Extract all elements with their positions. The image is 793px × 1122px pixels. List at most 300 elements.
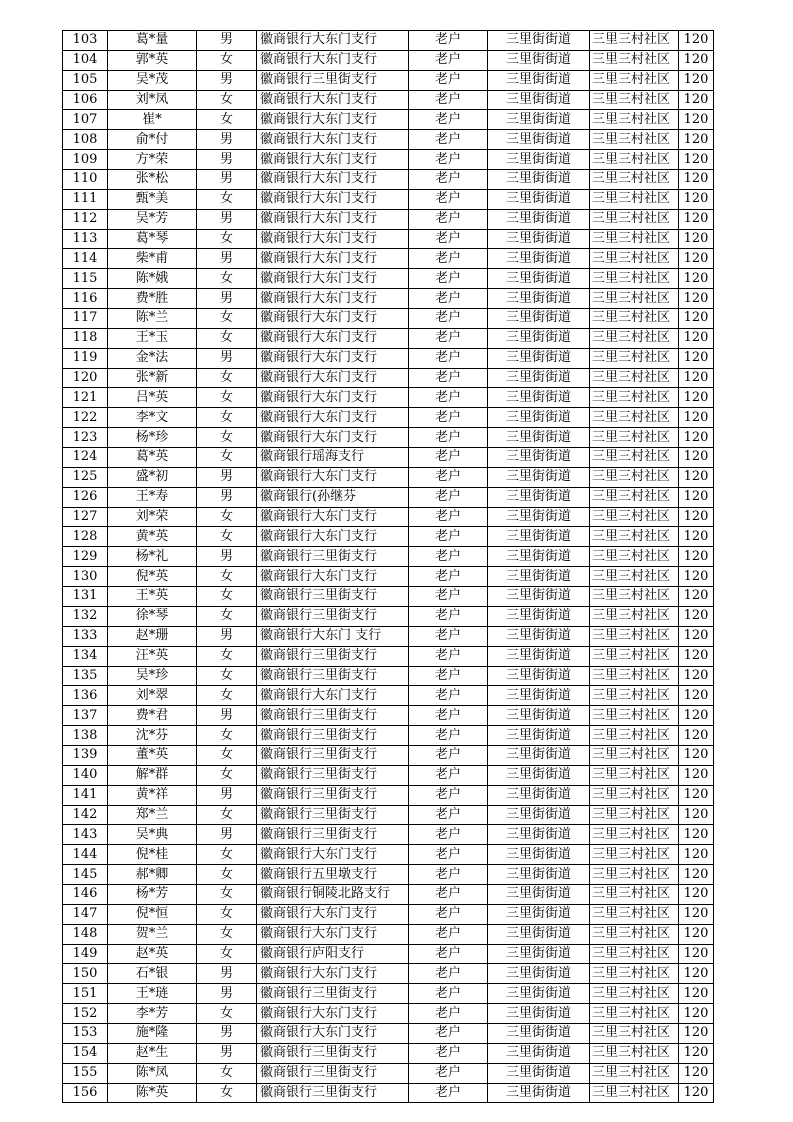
community-cell: 三里三村社区 — [590, 487, 679, 507]
gender-cell: 男 — [197, 547, 257, 567]
gender-cell: 女 — [197, 666, 257, 686]
amount-cell: 120 — [679, 209, 714, 229]
street-cell: 三里街街道 — [488, 666, 590, 686]
household-type-cell: 老户 — [409, 686, 488, 706]
street-cell: 三里街街道 — [488, 845, 590, 865]
household-type-cell: 老户 — [409, 706, 488, 726]
person-name-cell: 陈*英 — [108, 1083, 197, 1103]
amount-cell: 120 — [679, 50, 714, 70]
street-cell: 三里街街道 — [488, 90, 590, 110]
gender-cell: 女 — [197, 328, 257, 348]
street-cell: 三里街街道 — [488, 745, 590, 765]
table-row — [63, 964, 714, 984]
person-name-cell: 倪*恒 — [108, 904, 197, 924]
household-type-cell: 老户 — [409, 289, 488, 309]
household-type-cell: 老户 — [409, 50, 488, 70]
gender-cell: 女 — [197, 309, 257, 329]
person-name-cell: 葛*英 — [108, 448, 197, 468]
street-cell: 三里街街道 — [488, 706, 590, 726]
street-cell: 三里街街道 — [488, 110, 590, 130]
row-number-cell: 155 — [63, 1063, 108, 1083]
community-cell: 三里三村社区 — [590, 269, 679, 289]
street-cell: 三里街街道 — [488, 328, 590, 348]
amount-cell: 120 — [679, 487, 714, 507]
household-type-cell: 老户 — [409, 249, 488, 269]
row-number-cell: 123 — [63, 428, 108, 448]
street-cell: 三里街街道 — [488, 31, 590, 51]
person-name-cell: 黄*祥 — [108, 785, 197, 805]
community-cell: 三里三村社区 — [590, 348, 679, 368]
household-type-cell: 老户 — [409, 964, 488, 984]
bank-branch-cell: 徽商银行庐阳支行 — [257, 944, 409, 964]
bank-branch-cell: 徽商银行三里街支行 — [257, 984, 409, 1004]
community-cell: 三里三村社区 — [590, 865, 679, 885]
bank-branch-cell: 徽商银行大东门支行 — [257, 170, 409, 190]
gender-cell: 女 — [197, 745, 257, 765]
household-type-cell: 老户 — [409, 110, 488, 130]
household-type-cell: 老户 — [409, 626, 488, 646]
household-type-cell: 老户 — [409, 90, 488, 110]
community-cell: 三里三村社区 — [590, 527, 679, 547]
row-number-cell: 146 — [63, 884, 108, 904]
person-name-cell: 陈*娥 — [108, 269, 197, 289]
person-name-cell: 黄*英 — [108, 527, 197, 547]
household-type-cell: 老户 — [409, 805, 488, 825]
amount-cell: 120 — [679, 686, 714, 706]
row-number-cell: 132 — [63, 606, 108, 626]
table-row — [63, 1043, 714, 1063]
household-type-cell: 老户 — [409, 388, 488, 408]
community-cell: 三里三村社区 — [590, 1063, 679, 1083]
bank-branch-cell: 徽商银行三里街支行 — [257, 726, 409, 746]
person-name-cell: 费*胜 — [108, 289, 197, 309]
community-cell: 三里三村社区 — [590, 309, 679, 329]
community-cell: 三里三村社区 — [590, 249, 679, 269]
street-cell: 三里街街道 — [488, 825, 590, 845]
person-name-cell: 刘*凤 — [108, 90, 197, 110]
person-name-cell: 郭*英 — [108, 50, 197, 70]
household-type-cell: 老户 — [409, 845, 488, 865]
table-row — [63, 606, 714, 626]
row-number-cell: 141 — [63, 785, 108, 805]
community-cell: 三里三村社区 — [590, 805, 679, 825]
street-cell: 三里街街道 — [488, 368, 590, 388]
row-number-cell: 151 — [63, 984, 108, 1004]
street-cell: 三里街街道 — [488, 467, 590, 487]
household-type-cell: 老户 — [409, 1043, 488, 1063]
street-cell: 三里街街道 — [488, 805, 590, 825]
amount-cell: 120 — [679, 289, 714, 309]
table-row — [63, 666, 714, 686]
street-cell: 三里街街道 — [488, 765, 590, 785]
amount-cell: 120 — [679, 726, 714, 746]
amount-cell: 120 — [679, 249, 714, 269]
community-cell: 三里三村社区 — [590, 686, 679, 706]
person-name-cell: 吕*英 — [108, 388, 197, 408]
street-cell: 三里街街道 — [488, 984, 590, 1004]
street-cell: 三里街街道 — [488, 487, 590, 507]
row-number-cell: 156 — [63, 1083, 108, 1103]
row-number-cell: 129 — [63, 547, 108, 567]
bank-branch-cell: 徽商银行三里街支行 — [257, 765, 409, 785]
amount-cell: 120 — [679, 626, 714, 646]
household-type-cell: 老户 — [409, 587, 488, 607]
household-type-cell: 老户 — [409, 527, 488, 547]
community-cell: 三里三村社区 — [590, 845, 679, 865]
bank-branch-cell: 徽商银行铜陵北路支行 — [257, 884, 409, 904]
household-type-cell: 老户 — [409, 726, 488, 746]
person-name-cell: 贺*兰 — [108, 924, 197, 944]
table-row — [63, 70, 714, 90]
bank-branch-cell: 徽商银行大东门支行 — [257, 467, 409, 487]
household-type-cell: 老户 — [409, 507, 488, 527]
gender-cell: 男 — [197, 289, 257, 309]
community-cell: 三里三村社区 — [590, 904, 679, 924]
row-number-cell: 154 — [63, 1043, 108, 1063]
bank-branch-cell: 徽商银行大东门支行 — [257, 269, 409, 289]
gender-cell: 女 — [197, 50, 257, 70]
person-name-cell: 甄*美 — [108, 189, 197, 209]
person-name-cell: 俞*付 — [108, 130, 197, 150]
gender-cell: 男 — [197, 785, 257, 805]
amount-cell: 120 — [679, 845, 714, 865]
community-cell: 三里三村社区 — [590, 189, 679, 209]
street-cell: 三里街街道 — [488, 50, 590, 70]
person-name-cell: 刘*荣 — [108, 507, 197, 527]
household-type-cell: 老户 — [409, 487, 488, 507]
table-row — [63, 50, 714, 70]
amount-cell: 120 — [679, 348, 714, 368]
row-number-cell: 148 — [63, 924, 108, 944]
community-cell: 三里三村社区 — [590, 467, 679, 487]
household-type-cell: 老户 — [409, 1023, 488, 1043]
row-number-cell: 145 — [63, 865, 108, 885]
amount-cell: 120 — [679, 269, 714, 289]
table-row — [63, 686, 714, 706]
street-cell: 三里街街道 — [488, 924, 590, 944]
row-number-cell: 150 — [63, 964, 108, 984]
table-row — [63, 726, 714, 746]
table-row — [63, 805, 714, 825]
person-name-cell: 吴*典 — [108, 825, 197, 845]
street-cell: 三里街街道 — [488, 587, 590, 607]
row-number-cell: 143 — [63, 825, 108, 845]
bank-branch-cell: 徽商银行大东门支行 — [257, 428, 409, 448]
bank-branch-cell: 徽商银行三里街支行 — [257, 666, 409, 686]
row-number-cell: 133 — [63, 626, 108, 646]
community-cell: 三里三村社区 — [590, 50, 679, 70]
row-number-cell: 118 — [63, 328, 108, 348]
subsidy-table — [62, 30, 714, 1103]
amount-cell: 120 — [679, 567, 714, 587]
row-number-cell: 104 — [63, 50, 108, 70]
table-row — [63, 1063, 714, 1083]
street-cell: 三里街街道 — [488, 70, 590, 90]
bank-branch-cell: 徽商银行大东门支行 — [257, 50, 409, 70]
person-name-cell: 施*隆 — [108, 1023, 197, 1043]
bank-branch-cell: 徽商银行大东门支行 — [257, 904, 409, 924]
bank-branch-cell: 徽商银行大东门支行 — [257, 209, 409, 229]
household-type-cell: 老户 — [409, 825, 488, 845]
community-cell: 三里三村社区 — [590, 408, 679, 428]
person-name-cell: 郑*兰 — [108, 805, 197, 825]
community-cell: 三里三村社区 — [590, 209, 679, 229]
person-name-cell: 倪*桂 — [108, 845, 197, 865]
street-cell: 三里街街道 — [488, 964, 590, 984]
person-name-cell: 张*松 — [108, 170, 197, 190]
person-name-cell: 陈*凤 — [108, 1063, 197, 1083]
table-row — [63, 527, 714, 547]
community-cell: 三里三村社区 — [590, 70, 679, 90]
gender-cell: 男 — [197, 1043, 257, 1063]
amount-cell: 120 — [679, 467, 714, 487]
gender-cell: 男 — [197, 964, 257, 984]
amount-cell: 120 — [679, 1083, 714, 1103]
bank-branch-cell: 徽商银行大东门支行 — [257, 1023, 409, 1043]
community-cell: 三里三村社区 — [590, 1004, 679, 1024]
community-cell: 三里三村社区 — [590, 646, 679, 666]
bank-branch-cell: 徽商银行大东门支行 — [257, 567, 409, 587]
bank-branch-cell: 徽商银行大东门支行 — [257, 289, 409, 309]
community-cell: 三里三村社区 — [590, 1023, 679, 1043]
row-number-cell: 112 — [63, 209, 108, 229]
amount-cell: 120 — [679, 1063, 714, 1083]
gender-cell: 男 — [197, 150, 257, 170]
community-cell: 三里三村社区 — [590, 984, 679, 1004]
community-cell: 三里三村社区 — [590, 428, 679, 448]
gender-cell: 女 — [197, 567, 257, 587]
table-row — [63, 249, 714, 269]
household-type-cell: 老户 — [409, 229, 488, 249]
table-row — [63, 706, 714, 726]
street-cell: 三里街街道 — [488, 904, 590, 924]
gender-cell: 女 — [197, 587, 257, 607]
amount-cell: 120 — [679, 924, 714, 944]
table-row — [63, 904, 714, 924]
gender-cell: 女 — [197, 408, 257, 428]
household-type-cell: 老户 — [409, 785, 488, 805]
row-number-cell: 124 — [63, 448, 108, 468]
table-row — [63, 368, 714, 388]
row-number-cell: 113 — [63, 229, 108, 249]
person-name-cell: 解*群 — [108, 765, 197, 785]
amount-cell: 120 — [679, 110, 714, 130]
community-cell: 三里三村社区 — [590, 547, 679, 567]
amount-cell: 120 — [679, 646, 714, 666]
table-row — [63, 1023, 714, 1043]
gender-cell: 女 — [197, 884, 257, 904]
street-cell: 三里街街道 — [488, 428, 590, 448]
community-cell: 三里三村社区 — [590, 924, 679, 944]
row-number-cell: 126 — [63, 487, 108, 507]
bank-branch-cell: 徽商银行大东门 支行 — [257, 626, 409, 646]
bank-branch-cell: 徽商银行大东门支行 — [257, 110, 409, 130]
table-row — [63, 448, 714, 468]
row-number-cell: 130 — [63, 567, 108, 587]
bank-branch-cell: 徽商银行三里街支行 — [257, 706, 409, 726]
amount-cell: 120 — [679, 527, 714, 547]
household-type-cell: 老户 — [409, 1004, 488, 1024]
street-cell: 三里街街道 — [488, 547, 590, 567]
household-type-cell: 老户 — [409, 1083, 488, 1103]
table-row — [63, 309, 714, 329]
person-name-cell: 费*君 — [108, 706, 197, 726]
amount-cell: 120 — [679, 984, 714, 1004]
street-cell: 三里街街道 — [488, 1063, 590, 1083]
person-name-cell: 崔* — [108, 110, 197, 130]
gender-cell: 女 — [197, 507, 257, 527]
household-type-cell: 老户 — [409, 944, 488, 964]
row-number-cell: 142 — [63, 805, 108, 825]
person-name-cell: 吴*珍 — [108, 666, 197, 686]
row-number-cell: 117 — [63, 309, 108, 329]
bank-branch-cell: 徽商银行大东门支行 — [257, 408, 409, 428]
bank-branch-cell: 徽商银行三里街支行 — [257, 805, 409, 825]
row-number-cell: 105 — [63, 70, 108, 90]
amount-cell: 120 — [679, 309, 714, 329]
community-cell: 三里三村社区 — [590, 110, 679, 130]
table-row — [63, 626, 714, 646]
gender-cell: 女 — [197, 904, 257, 924]
table-row — [63, 924, 714, 944]
household-type-cell: 老户 — [409, 984, 488, 1004]
amount-cell: 120 — [679, 1023, 714, 1043]
community-cell: 三里三村社区 — [590, 884, 679, 904]
table-row — [63, 845, 714, 865]
community-cell: 三里三村社区 — [590, 150, 679, 170]
amount-cell: 120 — [679, 70, 714, 90]
row-number-cell: 138 — [63, 726, 108, 746]
community-cell: 三里三村社区 — [590, 1083, 679, 1103]
table-row — [63, 825, 714, 845]
table-row — [63, 170, 714, 190]
row-number-cell: 140 — [63, 765, 108, 785]
row-number-cell: 120 — [63, 368, 108, 388]
amount-cell: 120 — [679, 189, 714, 209]
table-row — [63, 229, 714, 249]
street-cell: 三里街街道 — [488, 884, 590, 904]
gender-cell: 女 — [197, 646, 257, 666]
table-row — [63, 150, 714, 170]
gender-cell: 女 — [197, 686, 257, 706]
row-number-cell: 106 — [63, 90, 108, 110]
table-row — [63, 408, 714, 428]
gender-cell: 女 — [197, 1063, 257, 1083]
row-number-cell: 153 — [63, 1023, 108, 1043]
gender-cell: 女 — [197, 845, 257, 865]
community-cell: 三里三村社区 — [590, 785, 679, 805]
household-type-cell: 老户 — [409, 209, 488, 229]
gender-cell: 男 — [197, 170, 257, 190]
table-row — [63, 765, 714, 785]
amount-cell: 120 — [679, 805, 714, 825]
gender-cell: 男 — [197, 249, 257, 269]
row-number-cell: 119 — [63, 348, 108, 368]
bank-branch-cell: 徽商银行大东门支行 — [257, 348, 409, 368]
street-cell: 三里街街道 — [488, 209, 590, 229]
street-cell: 三里街街道 — [488, 348, 590, 368]
community-cell: 三里三村社区 — [590, 706, 679, 726]
street-cell: 三里街街道 — [488, 626, 590, 646]
household-type-cell: 老户 — [409, 170, 488, 190]
table-row — [63, 289, 714, 309]
household-type-cell: 老户 — [409, 189, 488, 209]
gender-cell: 女 — [197, 110, 257, 130]
row-number-cell: 144 — [63, 845, 108, 865]
community-cell: 三里三村社区 — [590, 229, 679, 249]
table-row — [63, 31, 714, 51]
bank-branch-cell: 徽商银行三里街支行 — [257, 745, 409, 765]
row-number-cell: 139 — [63, 745, 108, 765]
gender-cell: 女 — [197, 1004, 257, 1024]
person-name-cell: 葛*量 — [108, 31, 197, 51]
bank-branch-cell: 徽商银行大东门支行 — [257, 249, 409, 269]
street-cell: 三里街街道 — [488, 686, 590, 706]
person-name-cell: 刘*翠 — [108, 686, 197, 706]
gender-cell: 男 — [197, 348, 257, 368]
amount-cell: 120 — [679, 368, 714, 388]
household-type-cell: 老户 — [409, 1063, 488, 1083]
household-type-cell: 老户 — [409, 328, 488, 348]
gender-cell: 女 — [197, 1083, 257, 1103]
person-name-cell: 吴*茂 — [108, 70, 197, 90]
person-name-cell: 陈*兰 — [108, 309, 197, 329]
table-row — [63, 884, 714, 904]
row-number-cell: 107 — [63, 110, 108, 130]
amount-cell: 120 — [679, 865, 714, 885]
household-type-cell: 老户 — [409, 745, 488, 765]
table-row — [63, 110, 714, 130]
household-type-cell: 老户 — [409, 269, 488, 289]
bank-branch-cell: 徽商银行三里街支行 — [257, 70, 409, 90]
bank-branch-cell: 徽商银行大东门支行 — [257, 90, 409, 110]
community-cell: 三里三村社区 — [590, 765, 679, 785]
street-cell: 三里街街道 — [488, 309, 590, 329]
person-name-cell: 李*文 — [108, 408, 197, 428]
bank-branch-cell: 徽商银行三里街支行 — [257, 1043, 409, 1063]
gender-cell: 女 — [197, 428, 257, 448]
gender-cell: 男 — [197, 487, 257, 507]
gender-cell: 女 — [197, 269, 257, 289]
community-cell: 三里三村社区 — [590, 388, 679, 408]
person-name-cell: 王*玉 — [108, 328, 197, 348]
bank-branch-cell: 徽商银行大东门支行 — [257, 368, 409, 388]
person-name-cell: 王*英 — [108, 587, 197, 607]
gender-cell: 女 — [197, 726, 257, 746]
street-cell: 三里街街道 — [488, 130, 590, 150]
street-cell: 三里街街道 — [488, 865, 590, 885]
bank-branch-cell: 徽商银行大东门支行 — [257, 686, 409, 706]
table-row — [63, 130, 714, 150]
community-cell: 三里三村社区 — [590, 31, 679, 51]
table-row — [63, 487, 714, 507]
community-cell: 三里三村社区 — [590, 606, 679, 626]
amount-cell: 120 — [679, 448, 714, 468]
street-cell: 三里街街道 — [488, 189, 590, 209]
person-name-cell: 徐*琴 — [108, 606, 197, 626]
street-cell: 三里街街道 — [488, 249, 590, 269]
table-row — [63, 428, 714, 448]
community-cell: 三里三村社区 — [590, 944, 679, 964]
household-type-cell: 老户 — [409, 884, 488, 904]
row-number-cell: 115 — [63, 269, 108, 289]
table-row — [63, 209, 714, 229]
amount-cell: 120 — [679, 229, 714, 249]
gender-cell: 男 — [197, 1023, 257, 1043]
bank-branch-cell: 徽商银行三里街支行 — [257, 646, 409, 666]
household-type-cell: 老户 — [409, 865, 488, 885]
row-number-cell: 114 — [63, 249, 108, 269]
